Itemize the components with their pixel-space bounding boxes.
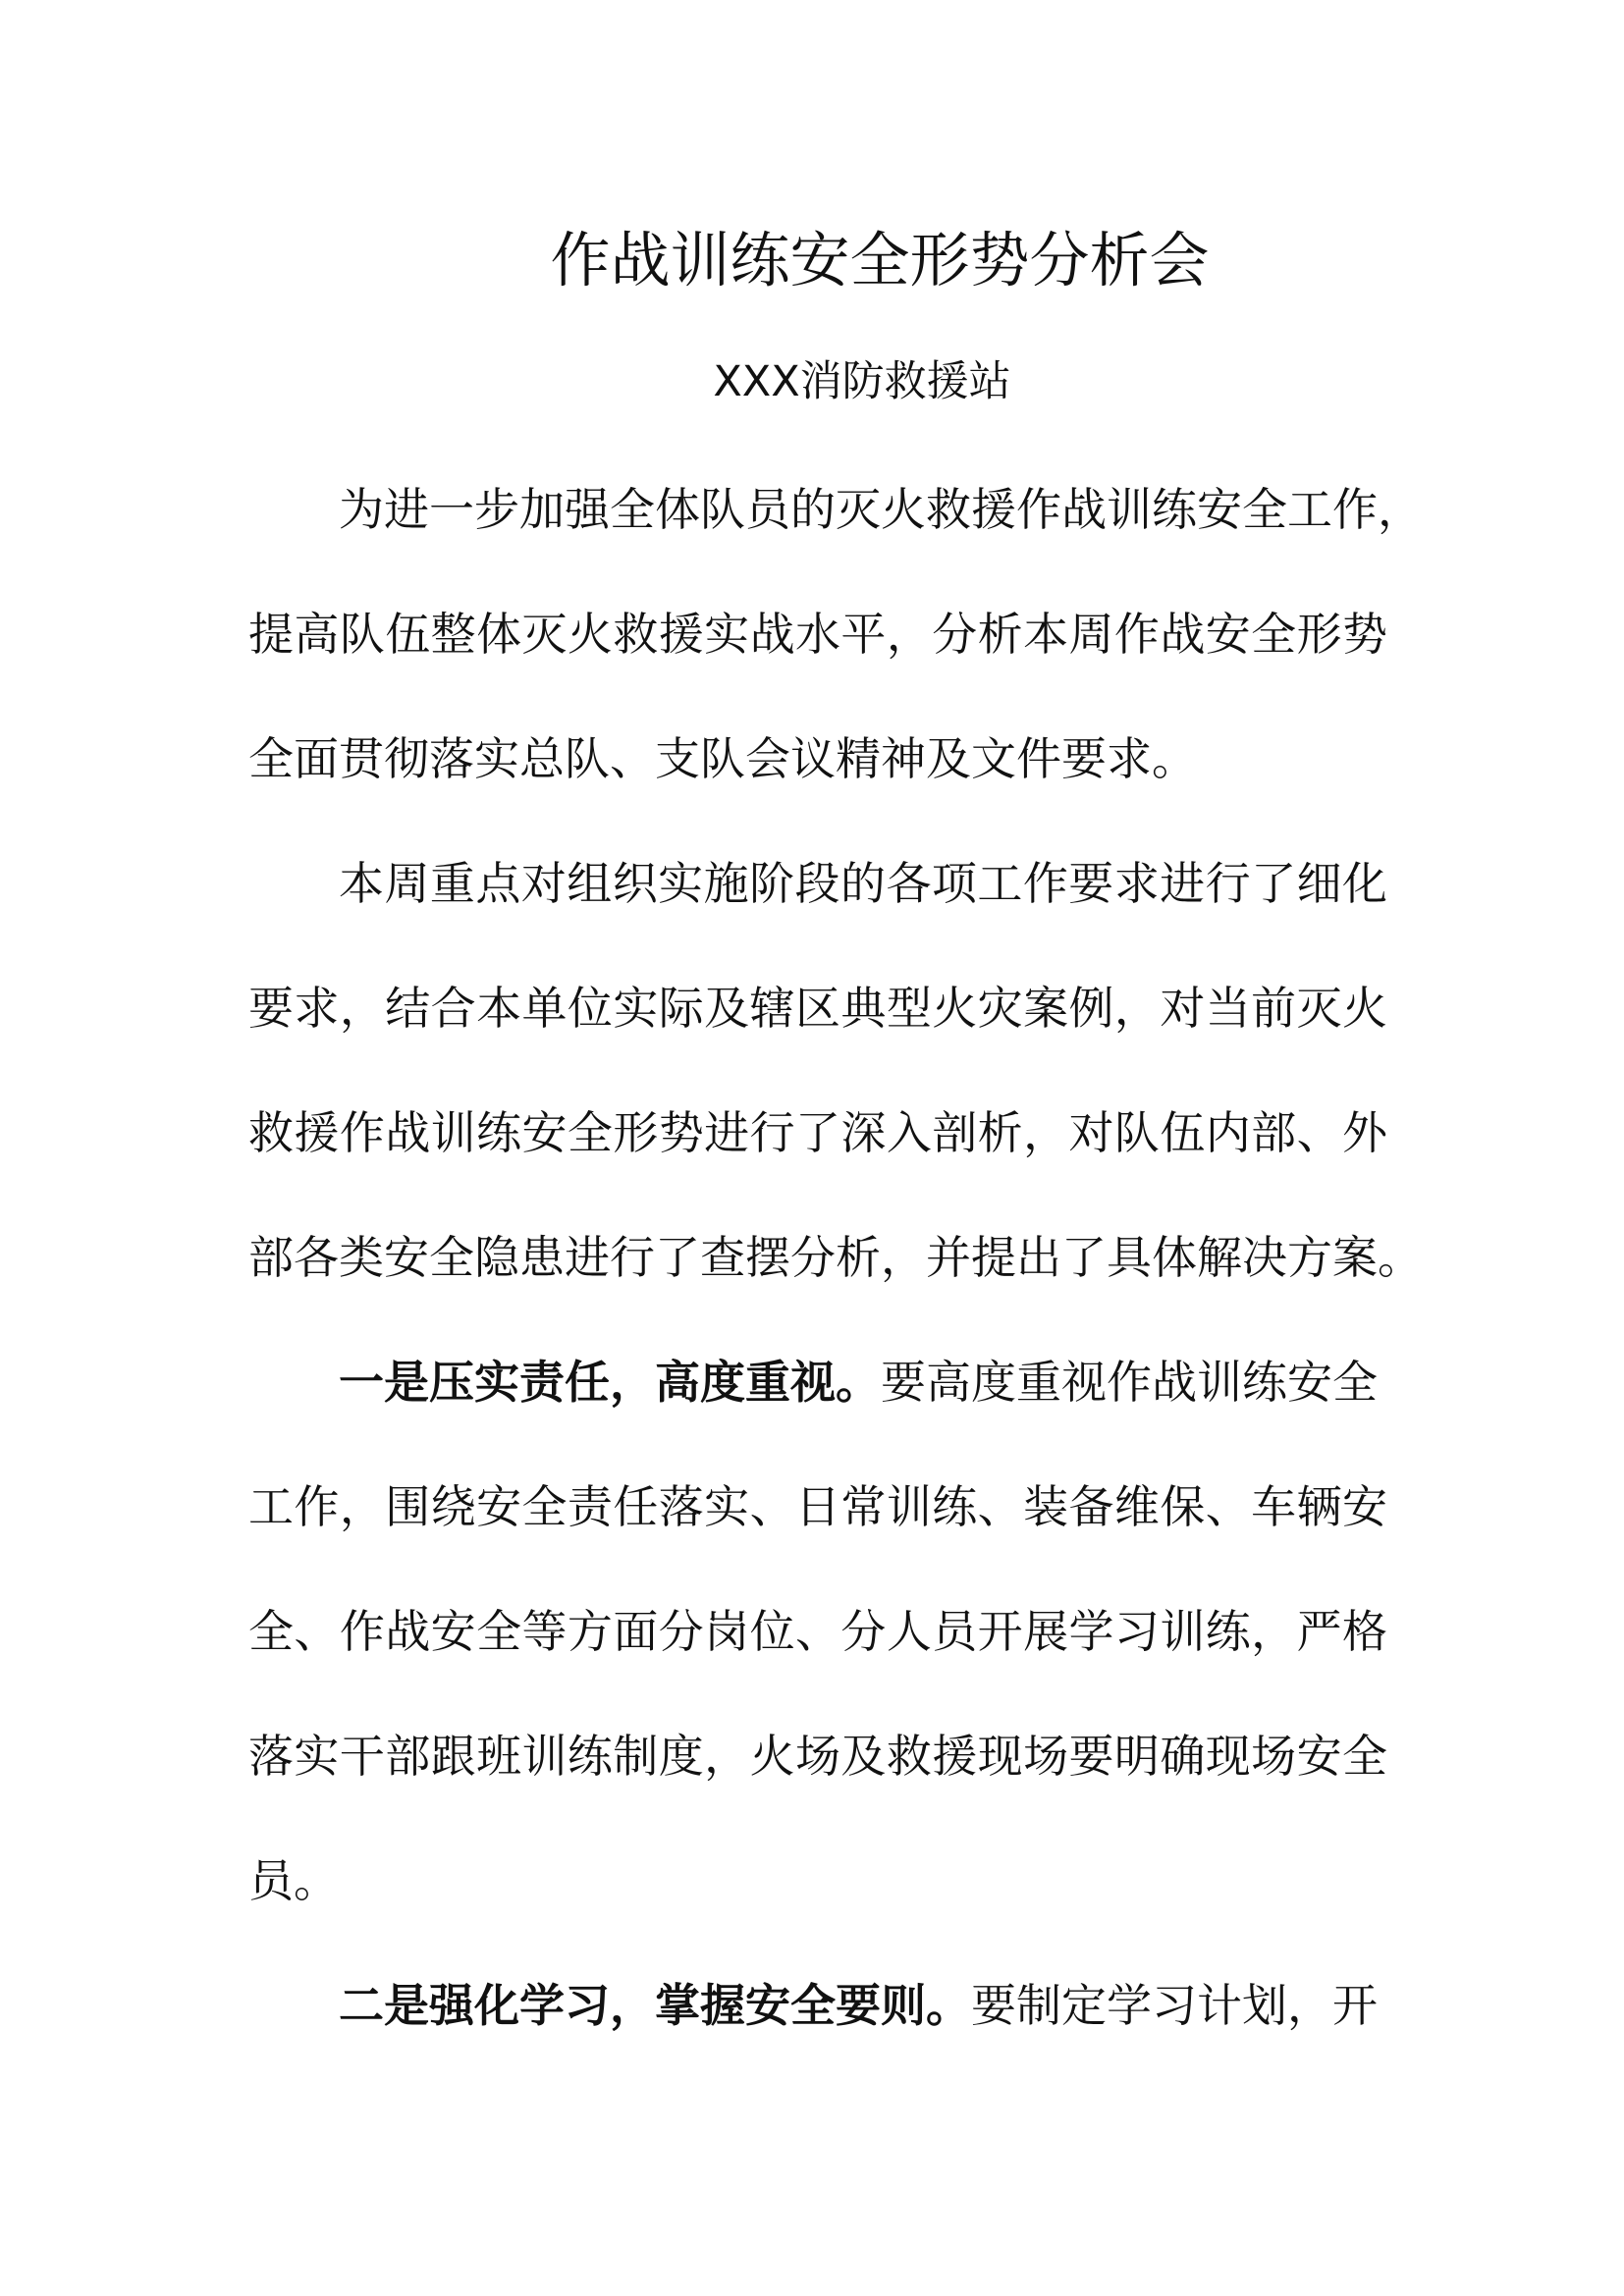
text-line: 全、作战安全等方面分岗位、分人员开展学习训练，严格 [248,1605,1387,1658]
text-line [248,1320,1387,1445]
text-line: 救援作战训练安全形势进行了深入剖析，对队伍内部、外 [248,1106,1387,1159]
text-line: 为进一步加强全体队员的灭火救援作战训练安全工作， [339,483,1423,536]
text-line: 员。 [248,1854,339,1907]
paragraph-1 [248,448,1423,822]
paragraph-2 [248,822,1423,1320]
text-line: 提高队伍整体灭火救援实战水平，分析本周作战安全形势 [248,608,1387,661]
text-line: 工作，围绕安全责任落实、日常训练、装备维保、车辆安 [248,1480,1387,1533]
paragraph-lead: 一是压实责任，高度重视。 [339,1356,881,1409]
text-span: 要制定学习计划，开 [971,1979,1378,2032]
document-body [248,448,1423,2068]
paragraph-3 [248,1320,1387,1944]
text-line: 落实干部跟班训练制度，火场及救援现场要明确现场安全 [248,1730,1387,1783]
paragraph-4 [248,1944,1387,2068]
document-subtitle: XXX消防救援站 [713,357,1011,406]
text-line: 本周重点对组织实施阶段的各项工作要求进行了细化 [339,857,1387,910]
document-title: 作战训练安全形势分析会 [550,226,1210,295]
text-line: 全面贯彻落实总队、支队会议精神及文件要求。 [248,732,1197,785]
text-line [248,1944,1387,2068]
text-line: 部各类安全隐患进行了查摆分析，并提出了具体解决方案。 [248,1231,1423,1284]
paragraph-lead: 二是强化学习，掌握安全要则。 [339,1979,971,2032]
text-span: 要高度重视作战训练安全 [881,1356,1378,1409]
text-line: 要求，结合本单位实际及辖区典型火灾案例，对当前灭火 [248,982,1387,1035]
